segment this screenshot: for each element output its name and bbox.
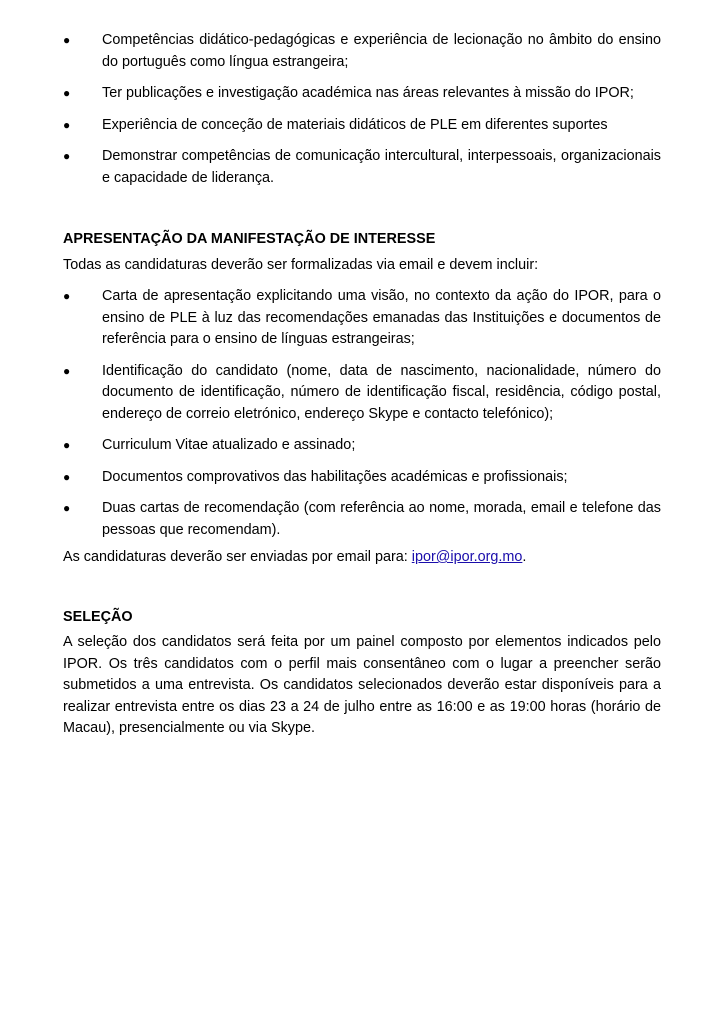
list-item-text: Duas cartas de recomendação (com referência ao nome, morada, email e telefone das pessoas que recomendam). bbox=[102, 500, 661, 538]
bullet-icon: ● bbox=[63, 438, 71, 452]
list-item-text: Demonstrar competências de comunicação intercultural, interpessoais, organizacionais e capacidade de liderança. bbox=[102, 148, 661, 186]
list-item-text: Documentos comprovativos das habilitações académicas e profissionais; bbox=[102, 468, 568, 485]
list-item bbox=[63, 435, 661, 457]
bullet-icon: ● bbox=[63, 149, 71, 163]
send-instructions bbox=[63, 547, 661, 569]
list-item bbox=[63, 286, 661, 351]
bullet-icon: ● bbox=[63, 117, 71, 132]
list-item-text: Carta de apresentação explicitando uma visão, no contexto da ação do IPOR, para o ensino de PLE à luz das recomendações emanadas das Instituições e documentos de referência para o ensino de línguas estrangeiras; bbox=[102, 288, 661, 347]
selection-heading: SELEÇÃO bbox=[63, 608, 133, 625]
application-intro: Todas as candidaturas deverão ser formalizadas via email e devem incluir: bbox=[63, 256, 539, 273]
bullet-icon: ● bbox=[63, 363, 71, 378]
bullet-icon: ● bbox=[63, 501, 71, 515]
bullet-icon: ● bbox=[63, 33, 71, 47]
email-link[interactable]: ipor@ipor.org.mo bbox=[411, 549, 523, 565]
list-item bbox=[63, 498, 661, 541]
application-heading: APRESENTAÇÃO DA MANIFESTAÇÃO DE INTERESSE bbox=[63, 231, 436, 247]
send-instructions-text: As candidaturas deverão ser enviadas por email para: bbox=[63, 549, 412, 565]
list-item bbox=[63, 115, 661, 137]
bullet-icon: ● bbox=[63, 289, 71, 303]
list-item-text: Curriculum Vitae atualizado e assinado; bbox=[102, 437, 356, 453]
send-instructions-suffix: . bbox=[522, 549, 527, 565]
list-item bbox=[63, 361, 661, 426]
list-item-text: Competências didático-pedagógicas e experiência de lecionação no âmbito do ensino do português como língua estrangeira; bbox=[102, 32, 661, 70]
list-item bbox=[63, 83, 661, 105]
list-item bbox=[63, 30, 661, 73]
list-item-text: Experiência de conceção de materiais didáticos de PLE em diferentes suportes bbox=[102, 116, 608, 133]
list-item-text: Identificação do candidato (nome, data de nascimento, nacionalidade, número do documento de identificação, número de identificação fiscal, residência, código postal, endereço de correio eletrónico, endereço Skype e contacto telefónico); bbox=[102, 362, 661, 422]
list-item bbox=[63, 467, 661, 489]
requirements-list bbox=[63, 30, 661, 189]
list-item bbox=[63, 146, 661, 189]
bullet-icon: ● bbox=[63, 469, 71, 484]
bullet-icon: ● bbox=[63, 86, 71, 100]
list-item-text: Ter publicações e investigação académica nas áreas relevantes à missão do IPOR; bbox=[102, 85, 634, 101]
document-page bbox=[63, 30, 661, 740]
application-items-list bbox=[63, 286, 661, 541]
selection-body: A seleção dos candidatos será feita por um painel composto por elementos indicados pelo IPOR. Os três candidatos com o perfil mais consentâneo com o lugar a preencher serão submetidos a uma entrevista. Os candidatos selecionados deverão estar disponíveis para a realizar entrevista entre os dias 23 a 24 de julho entre as 16:00 e as 19:00 horas (horário de Macau), presencialmente ou via Skype. bbox=[63, 634, 661, 736]
